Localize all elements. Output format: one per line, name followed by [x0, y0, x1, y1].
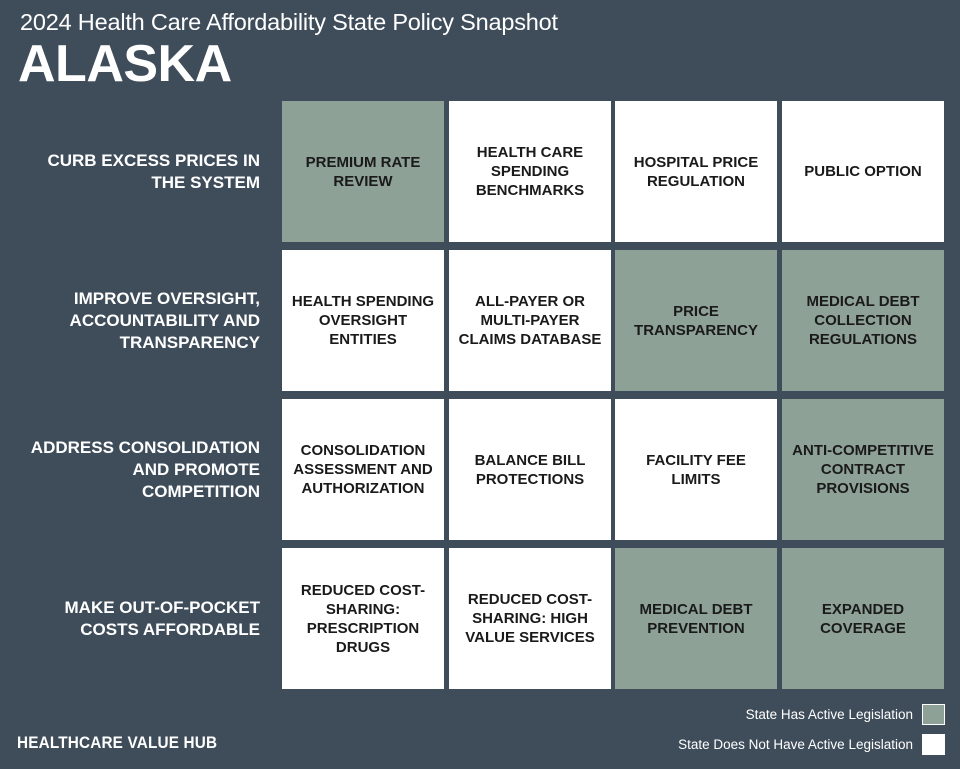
legend-active-label: State Has Active Legislation — [745, 707, 913, 722]
legend-inactive-swatch — [922, 734, 945, 755]
policy-cell-label: PUBLIC OPTION — [804, 163, 922, 180]
row-label: CURB EXCESS PRICES IN THE SYSTEM — [47, 150, 260, 192]
brand-logo-text: HEALTHCARE VALUE HUB — [17, 733, 218, 752]
legend-inactive-label: State Does Not Have Active Legislation — [678, 737, 913, 752]
policy-cell-label: PRICE TRANSPARENCY — [634, 302, 758, 339]
policy-cell-label: EXPANDED COVERAGE — [820, 600, 906, 637]
policy-cell — [782, 250, 944, 391]
policy-cell — [615, 548, 777, 689]
policy-cell-label: REDUCED COST-SHARING: HIGH VALUE SERVICES — [465, 591, 595, 646]
policy-cell-label: MEDICAL DEBT PREVENTION — [639, 600, 753, 637]
legend-inactive — [678, 734, 945, 755]
policy-cell-label: HOSPITAL PRICE REGULATION — [633, 153, 759, 190]
policy-cell-label: CONSOLIDATION ASSESSMENT AND AUTHORIZATION — [293, 442, 433, 497]
policy-cell — [449, 399, 611, 540]
policy-cell — [782, 548, 944, 689]
policy-cell — [282, 548, 444, 689]
policy-cell — [782, 399, 944, 540]
policy-cell-label: HEALTH CARE SPENDING BENCHMARKS — [475, 144, 585, 199]
policy-cell-label: HEALTH SPENDING OVERSIGHT ENTITIES — [291, 293, 435, 348]
policy-cell-label: ALL-PAYER OR MULTI-PAYER CLAIMS DATABASE — [458, 293, 602, 348]
policy-cell — [449, 548, 611, 689]
policy-cell — [449, 101, 611, 242]
policy-cell-label: MEDICAL DEBT COLLECTION REGULATIONS — [806, 293, 920, 348]
policy-cell — [282, 250, 444, 391]
policy-cell-label: PREMIUM RATE REVIEW — [305, 153, 421, 190]
policy-cell — [282, 399, 444, 540]
row-label: IMPROVE OVERSIGHT, ACCOUNTABILITY AND TRANSPARENCY — [69, 288, 260, 352]
policy-cell — [615, 101, 777, 242]
policy-cell-label: REDUCED COST-SHARING: PRESCRIPTION DRUGS — [300, 581, 426, 656]
policy-cell — [782, 101, 944, 242]
policy-cell — [282, 101, 444, 242]
policy-cell — [449, 250, 611, 391]
legend-active-swatch — [922, 704, 945, 725]
report-subtitle: 2024 Health Care Affordability State Policy Snapshot — [20, 9, 558, 35]
legend-active — [746, 704, 945, 725]
policy-cell-label: BALANCE BILL PROTECTIONS — [474, 451, 586, 488]
row-label: MAKE OUT-OF-POCKET COSTS AFFORDABLE — [64, 597, 260, 639]
policy-cell-label: ANTI-COMPETITIVE CONTRACT PROVISIONS — [792, 442, 934, 497]
state-title: ALASKA — [18, 35, 232, 93]
policy-cell-label: FACILITY FEE LIMITS — [646, 451, 746, 488]
row-label: ADDRESS CONSOLIDATION AND PROMOTE COMPETITION — [30, 437, 260, 501]
policy-cell — [615, 399, 777, 540]
policy-cell — [615, 250, 777, 391]
